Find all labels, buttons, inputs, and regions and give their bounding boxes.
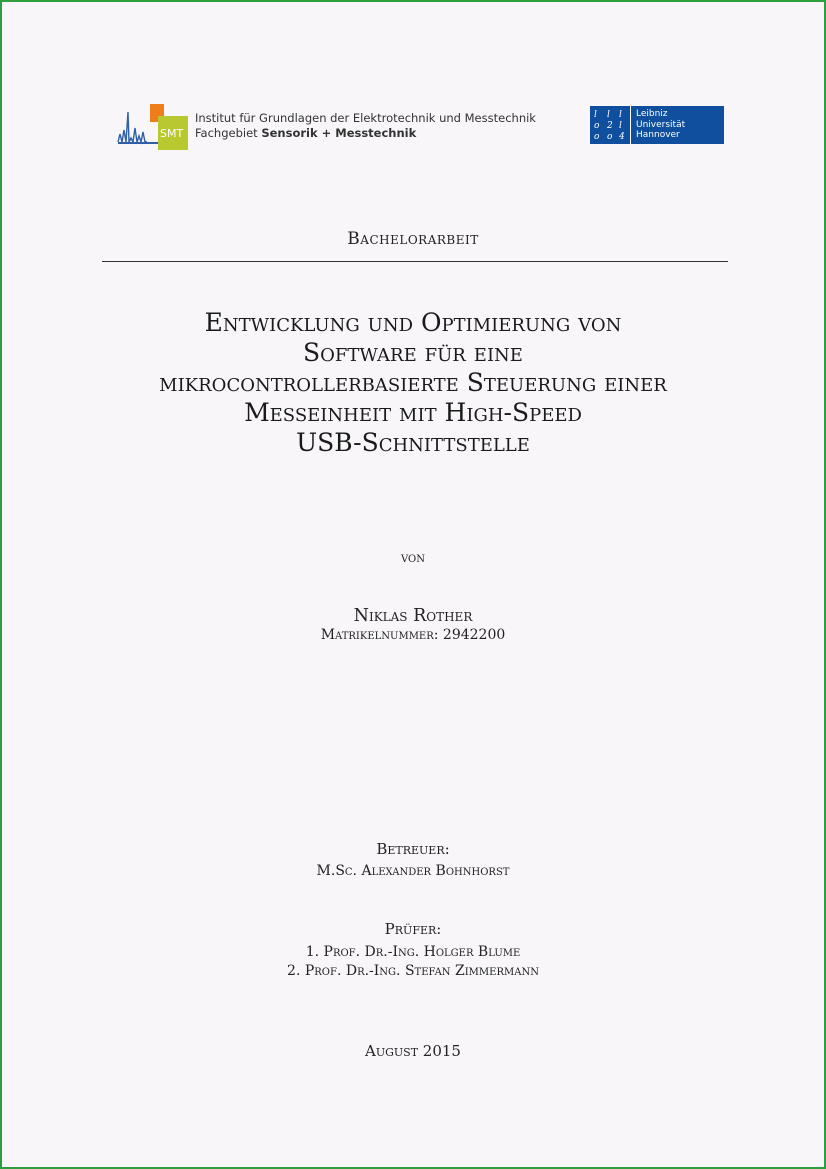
- examiner-1: 1. Prof. Dr.-Ing. Holger Blume: [305, 944, 521, 960]
- thesis-title: [2, 308, 824, 458]
- luh-digit: l: [607, 110, 610, 120]
- by-label: von: [401, 550, 425, 566]
- luh-digit: l: [594, 110, 597, 120]
- supervisor-label: Betreuer:: [376, 840, 450, 858]
- luh-line-3: Hannover: [636, 130, 680, 141]
- title-rule: [102, 261, 728, 262]
- smt-logo-text: SMT: [160, 127, 184, 140]
- institute-text: [195, 111, 536, 141]
- title-line-3: mikrocontrollerbasierte Steuerung einer: [159, 368, 667, 397]
- luh-digit: 4: [619, 132, 625, 142]
- author-name: Niklas Rother: [353, 606, 473, 626]
- luh-digit: o: [594, 132, 600, 142]
- luh-digit-mark: [590, 106, 631, 144]
- luh-line-2: Universität: [636, 119, 686, 130]
- luh-digit: o: [607, 132, 613, 142]
- smt-logo: [116, 102, 188, 150]
- institute-line-2-prefix: Fachgebiet: [195, 126, 258, 140]
- matriculation-number: Matrikelnummer: 2942200: [320, 627, 506, 643]
- luh-digit: l: [619, 121, 622, 131]
- institute-line-2-bold: Sensorik + Messtechnik: [261, 126, 417, 140]
- luh-name: [631, 109, 685, 141]
- title-line-5: USB-Schnittstelle: [296, 428, 530, 457]
- luh-line-1: Leibniz: [636, 109, 668, 120]
- title-line-2: Software für eine: [303, 338, 523, 367]
- institute-line-2: [195, 126, 536, 141]
- luh-digit: o: [594, 121, 600, 131]
- luh-digit: l: [619, 110, 622, 120]
- submission-date: August 2015: [365, 1042, 461, 1060]
- title-line-1: Entwicklung und Optimierung von: [204, 308, 622, 337]
- examiners-label: Prüfer:: [384, 920, 442, 938]
- luh-digit: 2: [607, 121, 613, 131]
- supervisor-name: M.Sc. Alexander Bohnhorst: [316, 863, 510, 879]
- title-line-4: Messeinheit mit High-Speed: [244, 398, 582, 427]
- institute-line-1: Institut für Grundlagen der Elektrotechnik und Messtechnik: [195, 111, 536, 125]
- luh-logo: [590, 106, 724, 144]
- examiner-2: 2. Prof. Dr.-Ing. Stefan Zimmermann: [287, 963, 539, 979]
- document-type: Bachelorarbeit: [347, 229, 479, 249]
